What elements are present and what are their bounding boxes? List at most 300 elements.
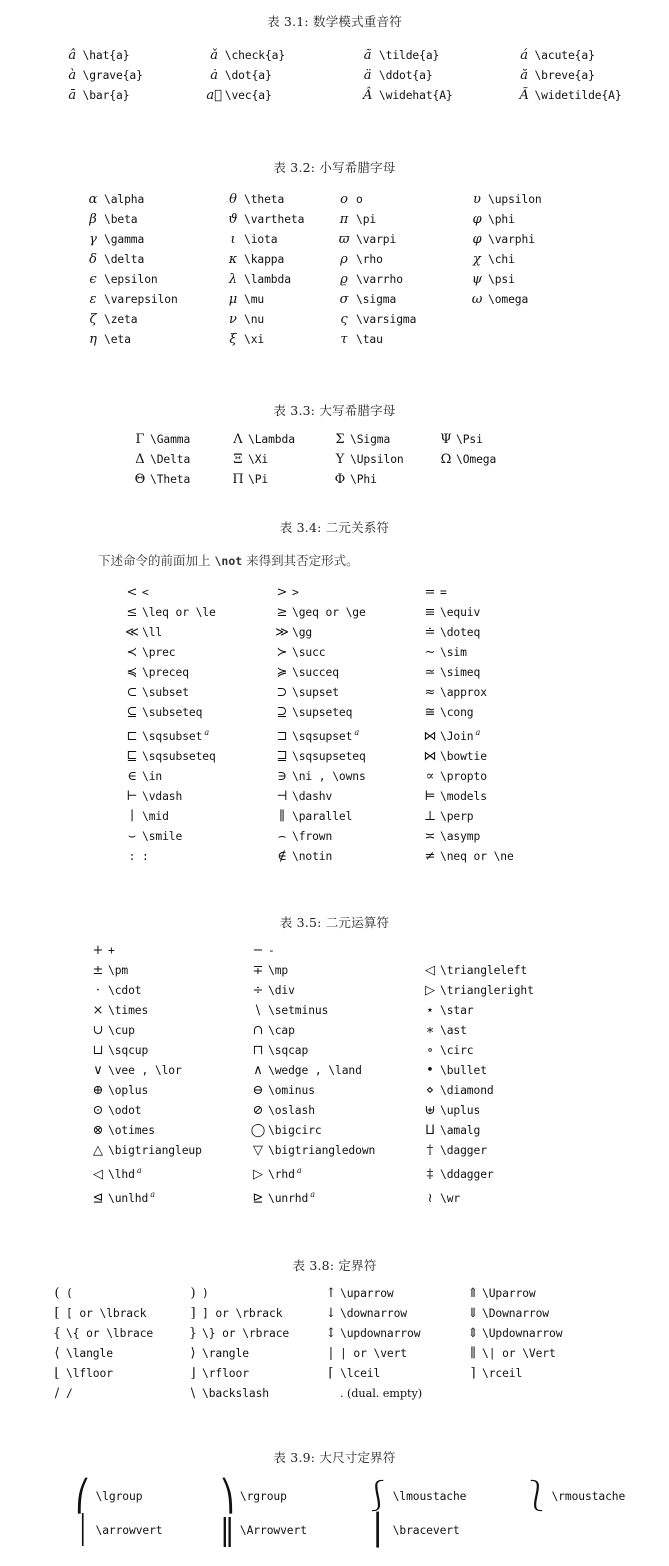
symbol-glyph: ∨ xyxy=(93,1063,103,1078)
latex-command: \arrowvert xyxy=(95,1524,163,1537)
latex-command: \pi xyxy=(356,213,377,226)
latex-command-empty xyxy=(488,330,608,350)
symbol-glyph: â xyxy=(68,48,77,63)
table-3-3 xyxy=(130,430,536,490)
latex-command: \unlhd $^a$ xyxy=(108,1189,155,1205)
symbol-glyph: ⊎ xyxy=(424,1103,436,1118)
caption-number: 表 3.9: xyxy=(273,1450,316,1465)
latex-command: \upsilon xyxy=(488,193,542,206)
symbol-glyph: ≃ xyxy=(424,665,436,680)
symbol-glyph: } xyxy=(188,1326,198,1341)
symbol-glyph: Φ xyxy=(334,472,346,487)
latex-command: \breve{a} xyxy=(534,69,595,82)
latex-command: \} or \rbrace xyxy=(202,1327,290,1340)
latex-command: \asymp xyxy=(440,829,481,843)
table-row xyxy=(82,330,608,350)
latex-command: \eta xyxy=(104,333,131,346)
latex-command: \grave{a} xyxy=(82,69,143,82)
symbol-glyph: ⌢ xyxy=(277,828,287,844)
table-row xyxy=(62,66,669,86)
latex-command: \diamond xyxy=(440,1084,494,1097)
table-row xyxy=(122,787,580,807)
latex-command: \mp xyxy=(268,964,289,977)
latex-command: \Xi xyxy=(248,453,269,466)
symbol-glyph: ⎞ xyxy=(219,1479,235,1514)
latex-command: \kappa xyxy=(244,253,285,266)
table-3-8-body xyxy=(48,1284,602,1404)
table-3-3-body xyxy=(130,430,536,490)
symbol-glyph: ⌣ xyxy=(127,828,137,844)
symbol-glyph: ≠ xyxy=(424,848,436,864)
symbol-glyph: Ã xyxy=(519,88,529,103)
symbol-glyph: ◁ xyxy=(425,963,435,978)
symbol-glyph: \ xyxy=(255,1003,261,1018)
symbol-glyph xyxy=(322,1384,340,1404)
latex-command: \succ xyxy=(292,646,326,659)
latex-command: \cap xyxy=(268,1024,295,1037)
symbol-glyph: Γ xyxy=(135,432,145,447)
symbol-glyph: ÷ xyxy=(252,983,264,998)
symbol-glyph: υ xyxy=(473,192,481,207)
table-row xyxy=(122,643,580,663)
latex-command: \lmoustache xyxy=(392,1490,467,1503)
latex-command: \Lambda xyxy=(248,433,295,446)
symbol-glyph: Ξ xyxy=(233,452,243,467)
symbol-glyph: \ xyxy=(190,1386,196,1401)
latex-command: \Join $^a$ xyxy=(440,728,481,743)
latex-command: \beta xyxy=(104,213,138,226)
symbol-glyph: κ xyxy=(228,252,238,267)
latex-command: \nu xyxy=(244,313,265,326)
symbol-glyph: ς xyxy=(340,312,348,327)
footnote-marker: a xyxy=(136,1166,142,1175)
latex-command: \varpi xyxy=(356,233,397,246)
table-3-8 xyxy=(48,1284,602,1404)
symbol-glyph: ⊗ xyxy=(92,1123,104,1138)
latex-command: \odot xyxy=(108,1104,142,1117)
caption-table-3-2 xyxy=(0,158,669,176)
footnote-marker: a xyxy=(475,728,481,737)
latex-command: \lambda xyxy=(244,273,291,286)
symbol-glyph: | xyxy=(328,1346,334,1361)
symbol-glyph: ⊴ xyxy=(92,1190,104,1206)
symbol-glyph: ι xyxy=(230,232,236,247)
latex-command: \equiv xyxy=(440,606,481,619)
table-row xyxy=(82,270,608,290)
latex-command: \preceq xyxy=(142,666,189,679)
symbol-glyph: ≍ xyxy=(424,828,436,844)
symbol-glyph: ▽ xyxy=(253,1143,263,1158)
caption-table-3-1 xyxy=(0,12,669,30)
latex-command: \supset xyxy=(292,686,339,699)
table-row xyxy=(70,1480,669,1514)
symbol-glyph: × xyxy=(92,1003,104,1018)
symbol-glyph: ∧ xyxy=(253,1063,263,1078)
symbol-glyph: ] xyxy=(190,1306,196,1321)
latex-command: \widehat{A} xyxy=(378,89,453,102)
latex-command: \epsilon xyxy=(104,273,158,286)
latex-command: \tau xyxy=(356,333,383,346)
symbol-glyph: β xyxy=(89,212,97,227)
table-3-5 xyxy=(88,941,590,1209)
latex-command: \vee , \lor xyxy=(108,1064,182,1077)
latex-command: \leq or \le xyxy=(142,606,216,619)
table-row xyxy=(82,310,608,330)
symbol-glyph: † xyxy=(426,1143,434,1158)
symbol-glyph: ⊨ xyxy=(424,788,436,804)
table-row xyxy=(122,663,580,683)
latex-command: \bar{a} xyxy=(82,89,130,102)
table-3-2 xyxy=(82,190,608,350)
latex-command: | or \vert xyxy=(340,1347,408,1360)
latex-command: \ddot{a} xyxy=(378,69,433,82)
latex-command: \div xyxy=(268,984,295,997)
symbol-glyph-empty xyxy=(464,1384,482,1404)
symbol-glyph: o xyxy=(340,192,348,207)
latex-command: \uparrow xyxy=(340,1287,394,1300)
symbol-glyph: ∉ xyxy=(277,848,287,864)
symbol-glyph: ⊓ xyxy=(252,1043,264,1058)
table-row xyxy=(122,683,580,703)
table-row xyxy=(88,941,590,961)
caption-table-3-3 xyxy=(0,401,669,419)
latex-command: \notin xyxy=(292,849,333,863)
symbol-glyph: ( xyxy=(54,1286,60,1301)
table-row xyxy=(122,703,580,723)
symbol-glyph: θ xyxy=(229,192,237,207)
latex-command: \propto xyxy=(440,769,487,783)
latex-command: \bullet xyxy=(440,1064,487,1077)
latex-command: \uplus xyxy=(440,1104,481,1117)
latex-command: \unrhd $^a$ xyxy=(268,1189,315,1205)
latex-command: \rhd $^a$ xyxy=(268,1166,302,1181)
symbol-glyph: ⎰ xyxy=(362,1479,393,1514)
symbol-glyph: ↑ xyxy=(325,1286,337,1301)
symbol-glyph: ε xyxy=(89,292,97,307)
symbol-glyph: ⎱ xyxy=(521,1479,552,1514)
latex-command: \Delta xyxy=(150,453,191,466)
table-row xyxy=(122,603,580,623)
footnote-marker: a xyxy=(354,728,359,737)
latex-command: \lceil xyxy=(340,1367,381,1380)
table-row xyxy=(88,1041,590,1061)
latex-command: \Arrowvert xyxy=(239,1524,307,1537)
symbol-glyph: χ xyxy=(473,252,481,267)
symbol-glyph: ± xyxy=(92,963,104,978)
latex-command: : xyxy=(142,849,149,863)
symbol-glyph: ⊕ xyxy=(92,1083,104,1098)
latex-command: \varphi xyxy=(488,233,535,246)
symbol-glyph: [ xyxy=(54,1306,60,1321)
latex-command: \in xyxy=(142,769,163,783)
symbol-glyph: Σ xyxy=(335,432,345,447)
caption-title: 数学模式重音符 xyxy=(313,14,402,29)
latex-command: \check{a} xyxy=(224,49,286,62)
latex-command: \lgroup xyxy=(95,1490,143,1503)
latex-command: \parallel xyxy=(292,809,353,823)
footnote-marker: a xyxy=(310,1189,315,1199)
table-row xyxy=(88,1185,590,1209)
table-row xyxy=(48,1364,602,1384)
symbol-glyph: ◁ xyxy=(93,1166,103,1182)
table-3-4 xyxy=(122,583,580,867)
table-row xyxy=(130,470,536,490)
latex-command: \succeq xyxy=(292,666,339,679)
symbol-glyph: ă xyxy=(520,68,529,83)
symbol-glyph: ∣ xyxy=(130,808,134,824)
latex-command: \triangleleft xyxy=(440,964,528,977)
symbol-glyph: ϱ xyxy=(340,272,348,287)
latex-command: \ddagger xyxy=(440,1167,494,1181)
latex-command: \dagger xyxy=(440,1144,487,1157)
symbol-glyph: △ xyxy=(93,1143,103,1158)
symbol-glyph: ≺ xyxy=(126,645,138,660)
latex-command: \subset xyxy=(142,686,189,699)
table-row xyxy=(70,1514,669,1548)
table-row xyxy=(88,981,590,1001)
symbol-glyph-empty xyxy=(466,330,488,350)
symbol-glyph: / xyxy=(54,1386,60,1401)
symbol-glyph: ⊒ xyxy=(276,748,288,764)
symbol-glyph: ψ xyxy=(471,272,483,287)
symbol-glyph: ⨿ xyxy=(425,1123,435,1138)
symbol-glyph: φ xyxy=(472,232,482,247)
latex-command: \rgroup xyxy=(239,1490,287,1503)
latex-command: \Updownarrow xyxy=(482,1327,563,1340)
symbol-glyph: ∝ xyxy=(425,768,435,784)
latex-command: \updownarrow xyxy=(340,1327,421,1340)
latex-command: \dot{a} xyxy=(224,69,272,82)
table-row xyxy=(82,250,608,270)
latex-command: \lfloor xyxy=(66,1367,113,1380)
latex-command-empty xyxy=(482,1384,602,1404)
latex-command: \hat{a} xyxy=(82,49,130,62)
symbol-glyph: λ xyxy=(228,272,238,287)
caption-number: 表 3.2: xyxy=(273,160,316,175)
table-3-9 xyxy=(70,1480,669,1548)
latex-command: \vec{a} xyxy=(224,89,272,102)
latex-command: \bowtie xyxy=(440,749,487,763)
caption-title: 定界符 xyxy=(338,1258,377,1273)
latex-command: \vartheta xyxy=(244,213,305,226)
symbol-glyph: Υ xyxy=(335,452,345,467)
symbol-glyph: ∥ xyxy=(278,808,285,824)
caption-table-3-4 xyxy=(0,518,669,536)
symbol-glyph: ≽ xyxy=(276,665,288,680)
latex-command: \neq or \ne xyxy=(440,849,514,863)
latex-command: \Sigma xyxy=(350,433,391,446)
latex-command: \ni , \owns xyxy=(292,769,366,783)
symbol-glyph: + xyxy=(92,943,104,958)
latex-command: \{ or \lbrace xyxy=(66,1327,154,1340)
symbol-glyph: ⇕ xyxy=(467,1326,479,1341)
table-row xyxy=(48,1324,602,1344)
latex-command: \langle xyxy=(66,1347,113,1360)
caption-title: 大尺寸定界符 xyxy=(319,1450,396,1465)
latex-command: \ast xyxy=(440,1024,467,1037)
symbol-glyph: > xyxy=(276,585,288,600)
symbol-glyph: Ω xyxy=(440,452,452,467)
latex-command: \rho xyxy=(356,253,383,266)
latex-command: \sigma xyxy=(356,293,397,306)
latex-command: \pm xyxy=(108,964,129,977)
latex-command: \sqsupset $^a$ xyxy=(292,728,359,743)
symbol-glyph: ▷ xyxy=(253,1166,263,1182)
latex-command: \doteq xyxy=(440,626,481,639)
note-text: 下述命令的前面加上 xyxy=(98,553,215,568)
latex-command: \oplus xyxy=(108,1084,149,1097)
latex-command: \Gamma xyxy=(150,433,191,446)
table-row xyxy=(82,190,608,210)
latex-command: \ominus xyxy=(268,1084,315,1097)
table-row xyxy=(122,807,580,827)
table-row xyxy=(88,1001,590,1021)
latex-command: \delta xyxy=(104,253,145,266)
note-command: \not xyxy=(214,554,243,568)
symbol-glyph: ≪ xyxy=(125,625,139,640)
caption-table-3-5 xyxy=(0,913,669,931)
table-row xyxy=(122,767,580,787)
caption-title: 小写希腊字母 xyxy=(319,160,396,175)
latex-command: \bigcirc xyxy=(268,1124,322,1137)
symbol-glyph: { xyxy=(52,1326,62,1341)
symbol-glyph: ⊂ xyxy=(126,685,138,700)
latex-command: \sqsubseteq xyxy=(142,749,216,763)
symbol-glyph: Â xyxy=(362,88,373,103)
latex-command: \frown xyxy=(292,829,333,843)
latex-command: \rmoustache xyxy=(551,1490,626,1503)
caption-number: 表 3.8: xyxy=(292,1258,335,1273)
footnote-marker: a xyxy=(204,728,209,737)
symbol-glyph: ≈ xyxy=(424,685,436,700)
latex-command: [ or \lbrack xyxy=(66,1307,147,1320)
latex-command: \backslash xyxy=(202,1387,270,1400)
symbol-glyph: ⇑ xyxy=(467,1286,479,1301)
table-row xyxy=(130,450,536,470)
symbol-glyph: ∗ xyxy=(425,1023,435,1038)
latex-command: \cup xyxy=(108,1024,135,1037)
table-row xyxy=(82,230,608,250)
latex-command: \sim xyxy=(440,646,467,659)
symbol-glyph: · xyxy=(95,983,101,998)
symbol-glyph-empty xyxy=(466,310,488,330)
symbol-glyph: á xyxy=(520,48,529,63)
latex-command: \bigtriangleup xyxy=(108,1144,202,1157)
latex-command: \ll xyxy=(142,626,163,639)
table-row xyxy=(88,1061,590,1081)
latex-command-empty xyxy=(551,1514,669,1548)
symbol-glyph-empty xyxy=(420,941,440,961)
symbol-glyph: ⋆ xyxy=(425,1003,435,1018)
table-row xyxy=(88,1141,590,1161)
symbol-glyph: ≡ xyxy=(424,605,436,620)
table-row xyxy=(82,290,608,310)
latex-command: \alpha xyxy=(104,193,145,206)
symbol-glyph: ã xyxy=(363,48,372,63)
latex-command: \supseteq xyxy=(292,706,353,719)
table-row xyxy=(48,1284,602,1304)
symbol-glyph: ⊢ xyxy=(126,788,138,804)
symbol-glyph: à xyxy=(68,68,77,83)
latex-command: ] or \rbrack xyxy=(202,1307,283,1320)
latex-command: \smile xyxy=(142,829,183,843)
symbol-glyph-empty xyxy=(521,1514,551,1548)
symbol-glyph: ∥ xyxy=(469,1346,476,1361)
latex-command: \simeq xyxy=(440,666,481,679)
symbol-glyph: ⏐ xyxy=(74,1513,92,1548)
latex-command: \bracevert xyxy=(392,1524,460,1537)
latex-command: \acute{a} xyxy=(534,49,595,62)
footnote-marker: a xyxy=(296,1166,302,1175)
latex-command: \varepsilon xyxy=(104,293,178,306)
symbol-glyph: ζ xyxy=(89,312,97,327)
symbol-glyph: ⊘ xyxy=(252,1103,264,1118)
symbol-glyph: π xyxy=(339,212,349,227)
symbol-glyph: ≼ xyxy=(126,665,138,680)
caption-number: 表 3.1: xyxy=(267,14,309,29)
latex-command: \Downarrow xyxy=(482,1307,550,1320)
latex-command: \sqsupseteq xyxy=(292,749,366,763)
latex-command: \varrho xyxy=(356,273,403,286)
symbol-glyph: • xyxy=(426,1063,434,1078)
latex-command: \setminus xyxy=(268,1004,329,1017)
latex-command: \zeta xyxy=(104,313,138,326)
table-row xyxy=(82,210,608,230)
latex-command: ) xyxy=(202,1287,209,1300)
table-3-9-body xyxy=(70,1480,669,1548)
latex-command-empty xyxy=(488,310,608,330)
symbol-glyph: ϵ xyxy=(89,272,97,287)
caption-number: 表 3.5: xyxy=(279,915,322,930)
table-3-1-body xyxy=(62,46,669,106)
latex-command: \triangleright xyxy=(440,984,534,997)
symbol-glyph: ⌊ xyxy=(54,1366,60,1381)
latex-command: \bigtriangledown xyxy=(268,1144,376,1157)
symbol-glyph: ϑ xyxy=(228,212,238,227)
symbol-glyph: φ xyxy=(472,212,482,227)
symbol-glyph: ↕ xyxy=(325,1326,337,1341)
table-3-1 xyxy=(62,46,669,106)
caption-title: 大写希腊字母 xyxy=(319,403,396,418)
symbol-glyph: ⊖ xyxy=(252,1083,264,1098)
table-row xyxy=(48,1384,602,1404)
latex-command: . (dual. empty) xyxy=(340,1387,423,1400)
latex-command-empty xyxy=(440,941,590,961)
symbol-glyph: ∓ xyxy=(252,963,264,978)
latex-command: \sqcap xyxy=(268,1044,309,1057)
latex-command: ( xyxy=(66,1287,73,1300)
symbol-glyph: ≫ xyxy=(275,625,289,640)
symbol-glyph: ⊆ xyxy=(126,705,138,720)
symbol-glyph: ā xyxy=(68,88,77,103)
latex-command-empty xyxy=(456,470,536,490)
symbol-glyph: ν xyxy=(229,312,237,327)
symbol-glyph: α xyxy=(88,192,98,207)
latex-command: \chi xyxy=(488,253,515,266)
latex-command: \downarrow xyxy=(340,1307,408,1320)
latex-command: > xyxy=(292,586,299,599)
symbol-glyph: σ xyxy=(339,292,349,307)
latex-command: \wr xyxy=(440,1191,461,1205)
caption-title: 二元关系符 xyxy=(325,520,390,535)
latex-command: \mu xyxy=(244,293,265,306)
latex-command: = xyxy=(440,586,447,599)
latex-command: < xyxy=(142,586,149,599)
symbol-glyph: ξ xyxy=(229,332,237,347)
symbol-glyph: ≤ xyxy=(126,605,138,620)
symbol-glyph: : xyxy=(129,848,135,864)
symbol-glyph: ⌉ xyxy=(470,1366,476,1381)
